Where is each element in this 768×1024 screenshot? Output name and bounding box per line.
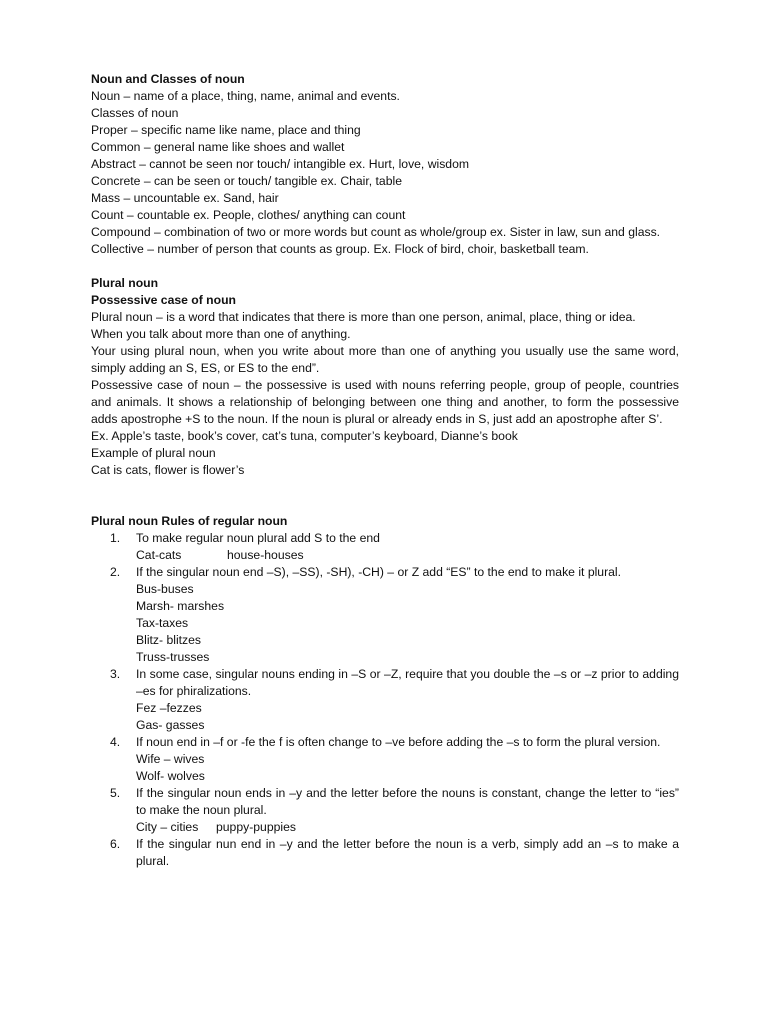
- list-item: [91, 836, 679, 870]
- example-pair: [136, 819, 679, 836]
- text-line: Classes of noun: [91, 106, 179, 120]
- list-number: 2.: [110, 565, 121, 579]
- list-item: [91, 785, 679, 836]
- rule-text: To make regular noun plural add S to the end: [136, 531, 380, 545]
- text-line: Abstract – cannot be seen nor touch/ intangible ex. Hurt, love, wisdom: [91, 157, 470, 171]
- rules-list: [91, 530, 679, 870]
- text-line: Count – countable ex. People, clothes/ anything can count: [91, 208, 406, 222]
- section-title-possessive: Possessive case of noun: [91, 293, 236, 307]
- document-page: [91, 71, 679, 870]
- rule-text: If the singular noun ends in –y and the letter before the nouns is constant, change the letter to “ies” to make the noun plural.: [136, 786, 679, 817]
- text-line: Proper – specific name like name, place and thing: [91, 123, 361, 137]
- example: Cat-cats: [136, 548, 182, 562]
- text-line: Example of plural noun: [91, 446, 216, 460]
- text-line: Mass – uncountable ex. Sand, hair: [91, 191, 279, 205]
- list-number: 3.: [110, 667, 121, 681]
- example: Marsh- marshes: [136, 599, 225, 613]
- list-number: 1.: [110, 531, 121, 545]
- example: house-houses: [227, 548, 304, 562]
- rule-text: If the singular nun end in –y and the letter before the noun is a verb, simply add an –s to make a plural.: [136, 837, 679, 868]
- rule-text: If the singular noun end –S), –SS), -SH), -CH) – or Z add “ES” to the end to make it plural.: [136, 565, 622, 579]
- text-line: Concrete – can be seen or touch/ tangible ex. Chair, table: [91, 174, 402, 188]
- text-line: Common – general name like shoes and wallet: [91, 140, 345, 154]
- list-number: 5.: [110, 786, 121, 800]
- rule-text: If noun end in –f or -fe the f is often change to –ve before adding the –s to form the plural version.: [136, 735, 661, 749]
- text-paragraph: Possessive case of noun – the possessive is used with nouns referring people, group of people, countries and animals. It shows a relationship of belonging between one thing and another, to form the possessive adds apostrophe +S to the noun. If the noun is plural or already ends in S, just add an apostrophe after S’.: [91, 378, 679, 426]
- text-line: Collective – number of person that counts as group. Ex. Flock of bird, choir, basketball team.: [91, 242, 589, 256]
- example: Bus-buses: [136, 582, 194, 596]
- section-title-plural-noun: Plural noun: [91, 276, 159, 290]
- example: Tax-taxes: [136, 616, 189, 630]
- example: Blitz- blitzes: [136, 633, 202, 647]
- list-number: 4.: [110, 735, 121, 749]
- example: Gas- gasses: [136, 718, 205, 732]
- text-paragraph: Plural noun – is a word that indicates that there is more than one person, animal, place, thing or idea.: [91, 310, 636, 324]
- example: Wolf- wolves: [136, 769, 205, 783]
- example: Wife – wives: [136, 752, 205, 766]
- example-pair: [136, 547, 679, 564]
- text-paragraph: Your using plural noun, when you write about more than one of anything you usually use the same word, simply adding an S, ES, or ES to the end”.: [91, 344, 679, 375]
- section-title-noun-classes: Noun and Classes of noun: [91, 72, 245, 86]
- list-item: [91, 530, 679, 564]
- example: Truss-trusses: [136, 650, 210, 664]
- list-item: [91, 734, 679, 785]
- text-line: When you talk about more than one of anything.: [91, 327, 351, 341]
- text-line: Ex. Apple’s taste, book’s cover, cat’s tuna, computer’s keyboard, Dianne’s book: [91, 429, 518, 443]
- list-number: 6.: [110, 837, 121, 851]
- example: City – cities: [136, 820, 199, 834]
- list-item: [91, 666, 679, 734]
- rule-text: In some case, singular nouns ending in –S or –Z, require that you double the –s or –z prior to adding –es for phiralizations.: [136, 667, 679, 698]
- example: puppy-puppies: [216, 820, 296, 834]
- list-item: [91, 564, 679, 666]
- text-line: Noun – name of a place, thing, name, animal and events.: [91, 89, 400, 103]
- text-line: Cat is cats, flower is flower’s: [91, 463, 245, 477]
- section-title-plural-rules: Plural noun Rules of regular noun: [91, 514, 288, 528]
- example: Fez –fezzes: [136, 701, 202, 715]
- text-paragraph: Compound – combination of two or more words but count as whole/group ex. Sister in law, sun and glass.: [91, 225, 661, 239]
